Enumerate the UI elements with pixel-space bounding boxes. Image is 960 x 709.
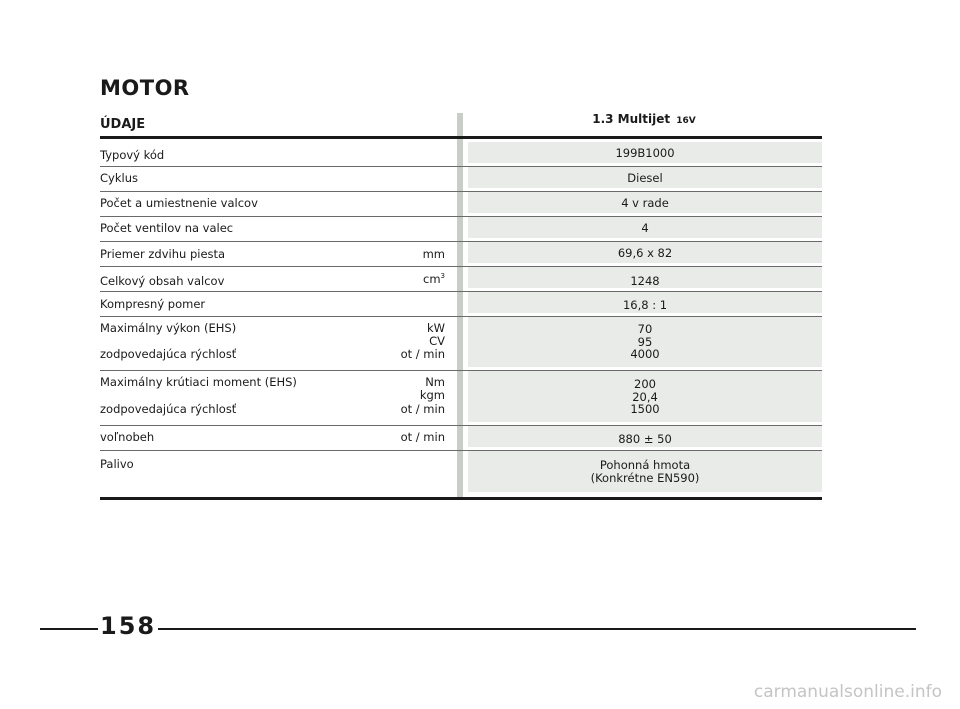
row-value: 4 bbox=[641, 221, 649, 235]
data-column-header: ÚDAJE bbox=[100, 117, 146, 132]
table-row bbox=[100, 292, 822, 317]
row-value: 880 ± 50 bbox=[618, 432, 672, 446]
row-value: 20,4 bbox=[632, 389, 658, 404]
row-value: (Konkrétne EN590) bbox=[590, 470, 700, 485]
row-value: Pohonná hmota bbox=[599, 458, 691, 472]
table-row bbox=[100, 451, 822, 495]
row-label: Kompresný pomer bbox=[100, 297, 206, 311]
row-unit: Nm bbox=[425, 375, 445, 389]
table-row bbox=[100, 142, 822, 167]
row-value: 69,6 x 82 bbox=[617, 246, 673, 260]
row-label: Typový kód bbox=[100, 148, 165, 162]
row-sub-unit: ot / min bbox=[400, 347, 445, 361]
row-value: 70 bbox=[637, 322, 653, 336]
row-unit: ot / min bbox=[400, 430, 445, 444]
row-value: 16,8 : 1 bbox=[622, 298, 668, 312]
row-unit-secondary: CV bbox=[429, 334, 445, 348]
row-label: Celkový obsah valcov bbox=[100, 274, 225, 288]
table-row bbox=[100, 167, 822, 192]
engine-suffix: 16V bbox=[676, 116, 696, 126]
row-label: voľnobeh bbox=[100, 430, 155, 444]
table-row bbox=[100, 371, 822, 426]
footer-rule-right bbox=[158, 628, 916, 630]
row-sub-label: zodpovedajúca rýchlosť bbox=[100, 347, 237, 361]
row-value: Diesel bbox=[627, 171, 663, 185]
row-unit-secondary: kgm bbox=[419, 388, 445, 402]
row-label: Cyklus bbox=[100, 171, 138, 185]
table-top-rule bbox=[100, 136, 822, 139]
row-label: Maximálny krútiaci moment (EHS) bbox=[100, 375, 297, 389]
row-unit: kW bbox=[426, 321, 445, 335]
row-value: 200 bbox=[634, 377, 656, 391]
row-label: Maximálny výkon (EHS) bbox=[100, 321, 237, 335]
row-label: Počet ventilov na valec bbox=[100, 221, 234, 235]
table-row bbox=[100, 317, 822, 371]
table-row bbox=[100, 267, 822, 292]
row-sub-label: zodpovedajúca rýchlosť bbox=[100, 402, 237, 416]
row-value: 4000 bbox=[630, 347, 660, 361]
row-label: Počet a umiestnenie valcov bbox=[100, 196, 258, 210]
watermark: carmanualsonline.info bbox=[753, 682, 942, 702]
section-title: MOTOR bbox=[100, 76, 190, 100]
table-row bbox=[100, 192, 822, 217]
table-bottom-rule bbox=[100, 497, 822, 500]
row-value: 95 bbox=[637, 334, 653, 349]
row-unit: mm bbox=[422, 247, 445, 261]
row-label: Palivo bbox=[100, 457, 134, 471]
table-row bbox=[100, 242, 822, 267]
row-value: 199B1000 bbox=[615, 146, 675, 160]
table-row bbox=[100, 426, 822, 451]
row-unit bbox=[423, 273, 445, 286]
row-value: 1248 bbox=[630, 274, 660, 288]
row-unit-base: cm bbox=[423, 272, 441, 286]
row-unit-exponent: 3 bbox=[440, 272, 445, 281]
footer-rule-left bbox=[40, 628, 98, 630]
row-value: 4 v rade bbox=[621, 196, 669, 210]
table-row bbox=[100, 217, 822, 242]
engine-name: 1.3 Multijet bbox=[592, 112, 671, 126]
row-value: 1500 bbox=[630, 402, 660, 416]
page-number: 158 bbox=[100, 612, 157, 640]
row-label: Priemer zdvihu piesta bbox=[100, 247, 226, 261]
row-sub-unit: ot / min bbox=[400, 402, 445, 416]
engine-column-header bbox=[466, 112, 822, 126]
